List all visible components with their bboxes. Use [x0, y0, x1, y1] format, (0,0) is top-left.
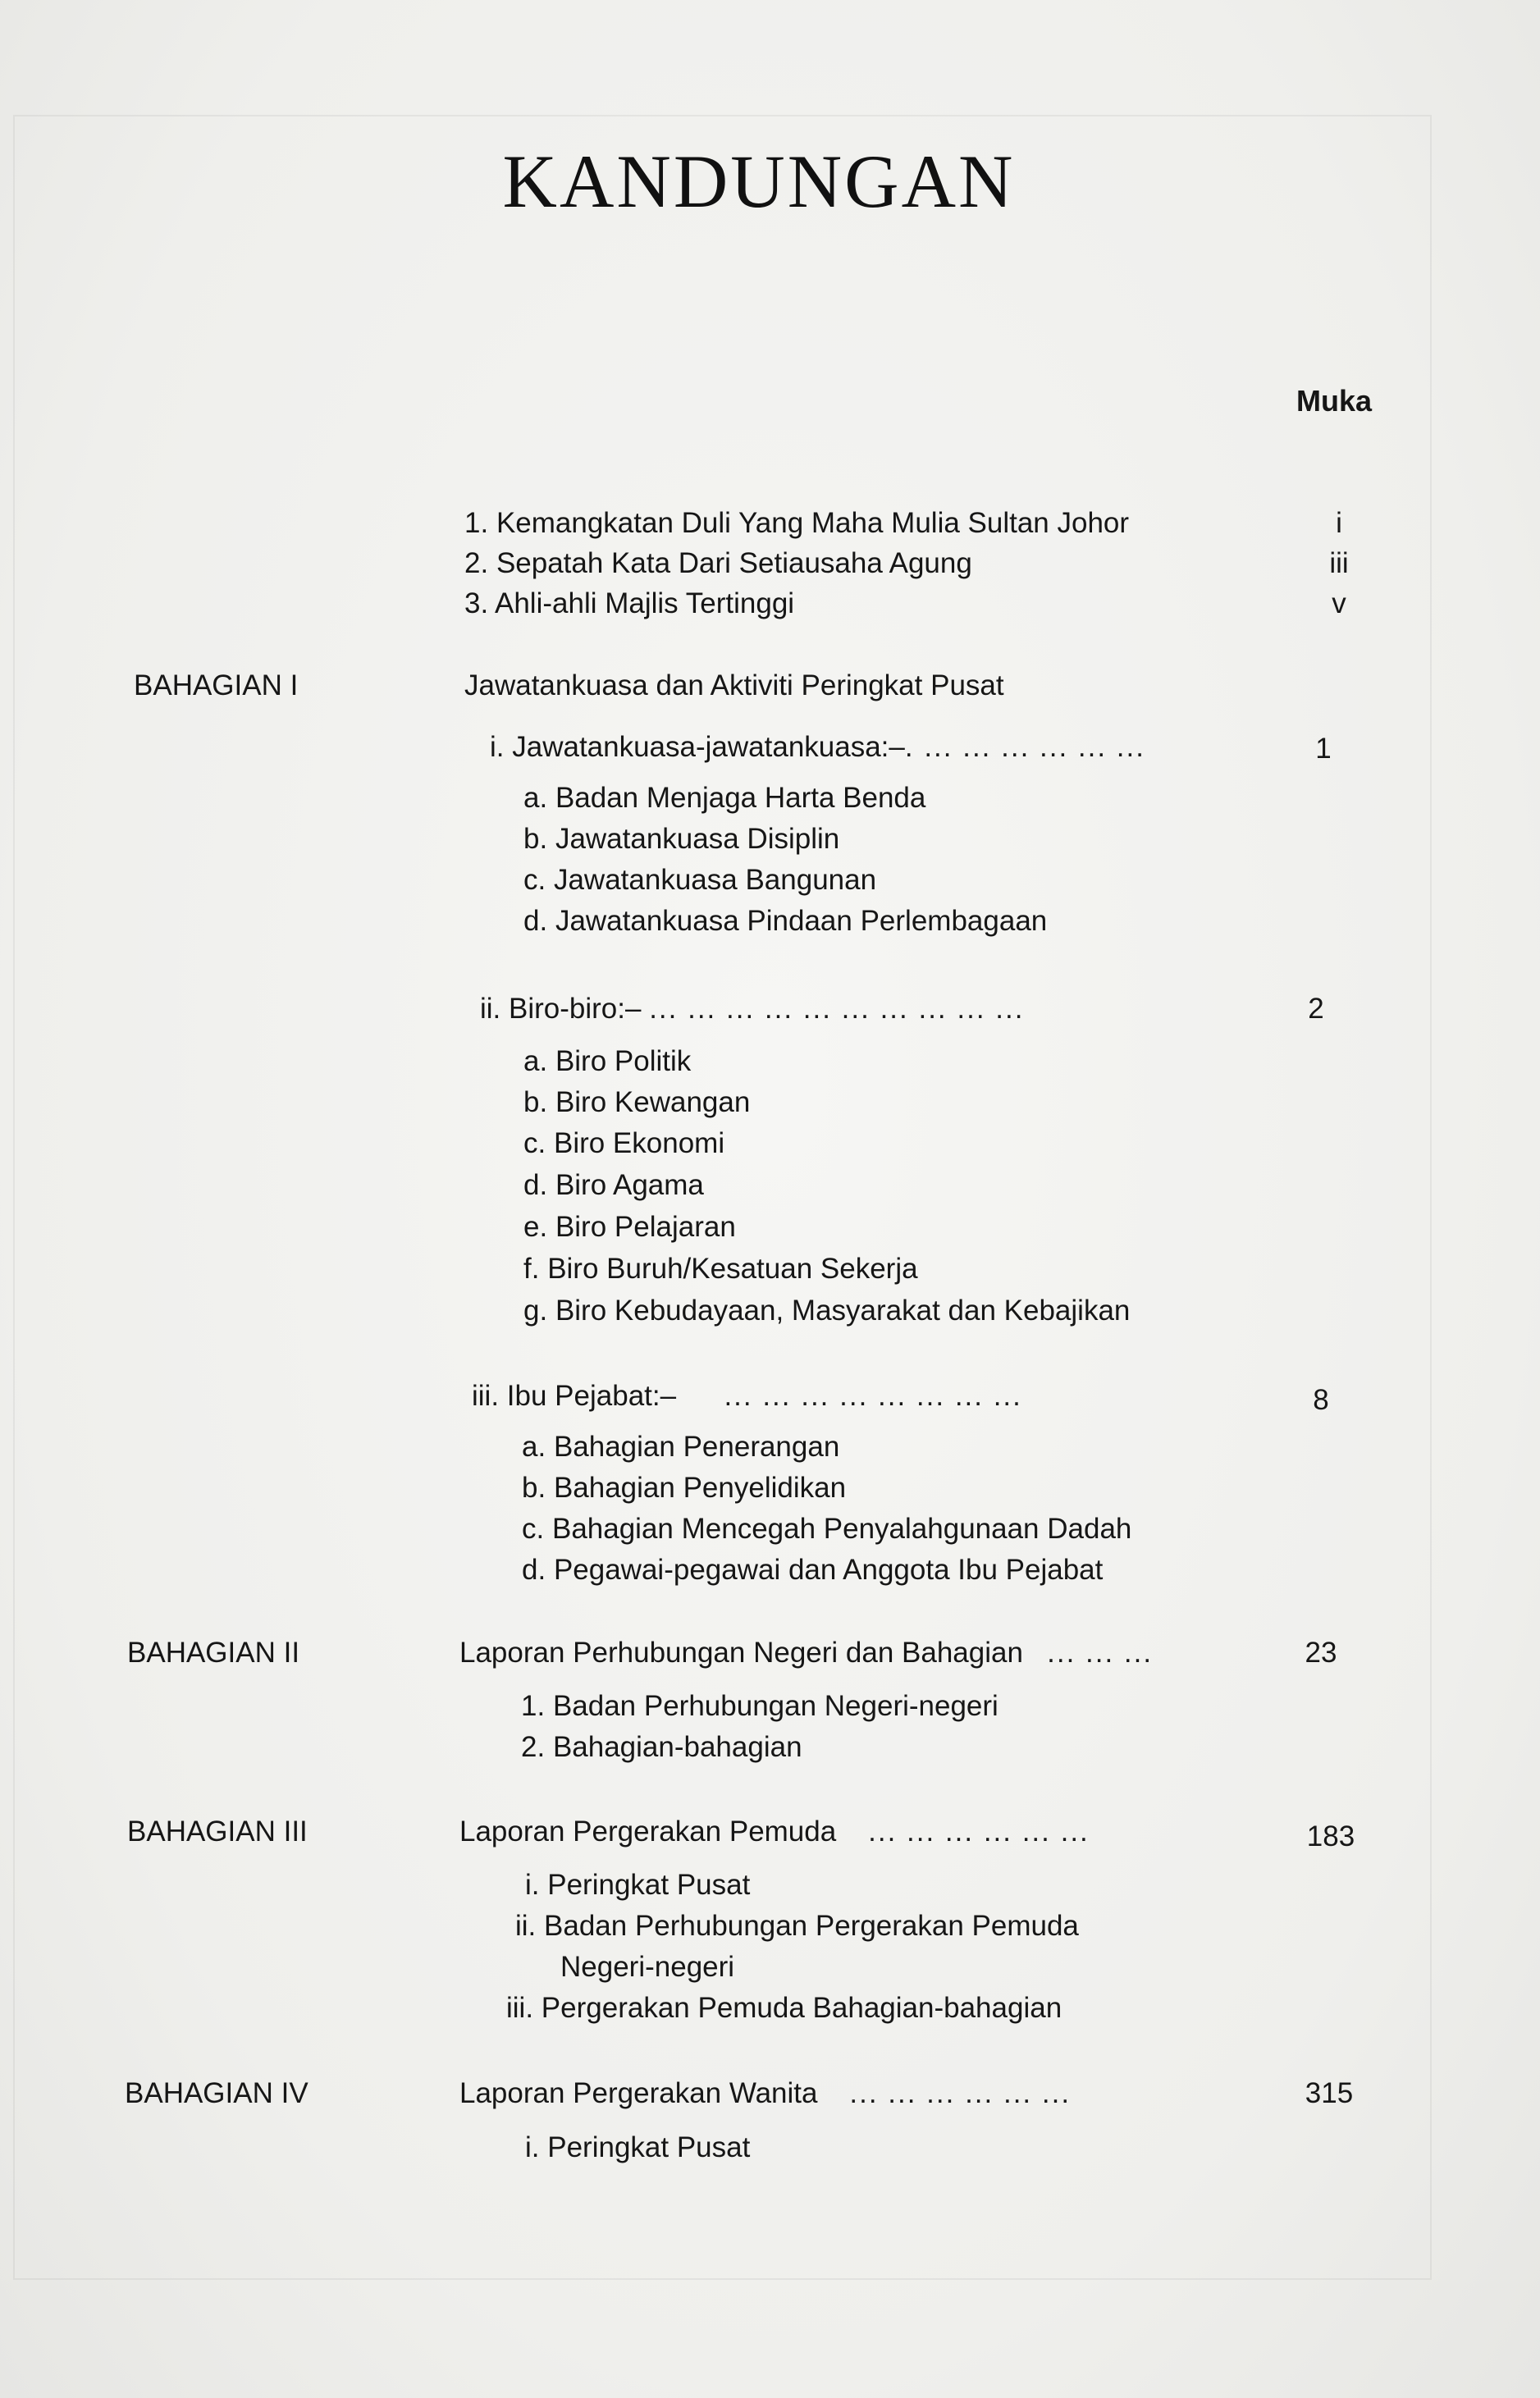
list-item — [523, 1254, 918, 1283]
list-item — [522, 1514, 1131, 1543]
item-text: Pergerakan Pemuda Bahagian-bahagian — [541, 1992, 1062, 2024]
list-item — [523, 1296, 1130, 1325]
list-item — [523, 907, 1047, 935]
list-item — [521, 1733, 802, 1761]
entry-number: ii. — [480, 993, 501, 1025]
item-letter: g. — [523, 1295, 548, 1327]
item-text: Bahagian Penerangan — [553, 1431, 840, 1463]
section-title — [459, 1817, 1090, 1846]
section-title: Jawatankuasa dan Aktiviti Peringkat Pusat — [464, 669, 1004, 701]
leader-dots: ... ... ... ... ... ... — [849, 2077, 1072, 2109]
entry-page: 1 — [1315, 733, 1332, 765]
item-letter: a. — [522, 1431, 546, 1463]
item-text: Negeri-negeri — [560, 1951, 735, 1983]
list-item — [522, 1555, 1103, 1584]
list-item — [506, 1994, 1062, 2022]
leader-dots: . ... ... ... ... ... ... — [904, 731, 1145, 763]
item-letter: b. — [522, 1472, 546, 1504]
item-letter: c. — [522, 1513, 545, 1545]
section-label: BAHAGIAN II — [127, 1637, 300, 1669]
entry-text: Laporan Perhubungan Negeri dan Bahagian — [459, 1637, 1023, 1669]
entry-page: v — [1332, 587, 1346, 619]
page-title: KANDUNGAN — [502, 139, 1016, 223]
item-letter: c. — [523, 864, 546, 896]
leader-dots: ... ... ... ... ... ... ... ... — [724, 1380, 1022, 1412]
item-number: i. — [525, 2131, 540, 2163]
list-item — [523, 1213, 736, 1241]
leader-dots: ... ... ... — [1047, 1637, 1154, 1669]
item-letter: b. — [523, 823, 548, 855]
item-text: Badan Perhubungan Pergerakan Pemuda — [544, 1910, 1079, 1942]
entry-text: Laporan Pergerakan Wanita — [459, 2077, 818, 2109]
list-item — [523, 1047, 691, 1076]
item-letter: d. — [523, 905, 548, 937]
entry-page: 8 — [1313, 1384, 1329, 1416]
item-text: Peringkat Pusat — [547, 2131, 751, 2163]
toc-subsection — [472, 1382, 1022, 1410]
entry-text: Biro-biro:– — [509, 993, 642, 1025]
entry-number: iii. — [472, 1380, 500, 1412]
entry-text: Jawatankuasa-jawatankuasa:– — [512, 731, 905, 763]
list-item — [523, 824, 839, 853]
toc-subsection — [480, 994, 1024, 1023]
item-number: 1. — [521, 1690, 546, 1722]
list-item — [523, 1129, 724, 1158]
item-letter: e. — [523, 1211, 548, 1243]
item-text: Biro Pelajaran — [555, 1211, 736, 1243]
item-text: Biro Agama — [555, 1169, 704, 1201]
item-text: Biro Ekonomi — [553, 1127, 725, 1159]
item-letter: a. — [523, 782, 548, 814]
entry-page: 23 — [1305, 1637, 1337, 1669]
item-text: Bahagian Mencegah Penyalahgunaan Dadah — [551, 1513, 1132, 1545]
item-text: Pegawai-pegawai dan Anggota Ibu Pejabat — [553, 1554, 1104, 1586]
item-text: Badan Menjaga Harta Benda — [555, 782, 926, 814]
list-item — [522, 1473, 846, 1502]
item-text: Jawatankuasa Pindaan Perlembagaan — [555, 905, 1048, 937]
toc-entry — [464, 549, 972, 578]
item-number: i. — [525, 1869, 540, 1901]
leader-dots: ... ... ... ... ... ... ... ... ... ... — [649, 993, 1025, 1025]
item-number: iii. — [506, 1992, 534, 2024]
list-item — [523, 1088, 750, 1117]
entry-page: iii — [1329, 547, 1349, 579]
toc-entry — [464, 509, 1129, 537]
item-text: Biro Kebudayaan, Masyarakat dan Kebajikan — [555, 1295, 1131, 1327]
entry-text: Laporan Pergerakan Pemuda — [459, 1816, 837, 1848]
section-label: BAHAGIAN I — [134, 669, 299, 701]
item-letter: c. — [523, 1127, 546, 1159]
entry-text: Kemangkatan Duli Yang Maha Mulia Sultan Johor — [496, 507, 1130, 539]
item-number: 2. — [521, 1731, 546, 1763]
item-letter: d. — [523, 1169, 548, 1201]
item-text: Jawatankuasa Bangunan — [553, 864, 877, 896]
entry-page: i — [1336, 507, 1342, 539]
list-item — [523, 783, 925, 812]
toc-entry — [464, 589, 794, 618]
entry-number: 1. — [464, 507, 489, 539]
entry-number: 3. — [464, 587, 489, 619]
item-text: Peringkat Pusat — [547, 1869, 751, 1901]
item-number: ii. — [515, 1910, 537, 1942]
item-text: Jawatankuasa Disiplin — [555, 823, 840, 855]
leader-dots: ... ... ... ... ... ... — [868, 1816, 1090, 1848]
entry-number: i. — [490, 731, 505, 763]
list-item — [522, 1432, 839, 1461]
item-text: Biro Buruh/Kesatuan Sekerja — [547, 1253, 918, 1285]
list-item — [515, 1912, 1079, 1940]
item-text: Bahagian Penyelidikan — [553, 1472, 847, 1504]
entry-text: Ibu Pejabat:– — [506, 1380, 677, 1412]
item-letter: d. — [522, 1554, 546, 1586]
item-text: Badan Perhubungan Negeri-negeri — [552, 1690, 998, 1722]
list-item-continuation — [560, 1953, 734, 1981]
item-letter: b. — [523, 1086, 548, 1118]
section-label: BAHAGIAN IV — [125, 2077, 308, 2109]
item-text: Biro Politik — [555, 1045, 692, 1077]
toc-subsection — [490, 733, 1145, 761]
entry-page: 315 — [1305, 2077, 1354, 2109]
entry-number: 2. — [464, 547, 489, 579]
item-letter: a. — [523, 1045, 548, 1077]
list-item — [523, 1171, 704, 1199]
item-text: Biro Kewangan — [555, 1086, 751, 1118]
list-item — [525, 1870, 750, 1899]
section-title — [459, 1638, 1153, 1667]
entry-page: 183 — [1306, 1820, 1355, 1852]
item-text: Bahagian-bahagian — [552, 1731, 802, 1763]
list-item — [521, 1692, 998, 1720]
section-label: BAHAGIAN III — [127, 1816, 308, 1848]
entry-text: Ahli-ahli Majlis Tertinggi — [495, 587, 795, 619]
entry-text: Sepatah Kata Dari Setiausaha Agung — [496, 547, 972, 579]
list-item — [523, 866, 876, 894]
page-column-label: Muka — [1296, 384, 1373, 418]
entry-page: 2 — [1308, 993, 1324, 1025]
section-title — [459, 2079, 1071, 2108]
item-letter: f. — [523, 1253, 540, 1285]
list-item — [525, 2133, 750, 2162]
